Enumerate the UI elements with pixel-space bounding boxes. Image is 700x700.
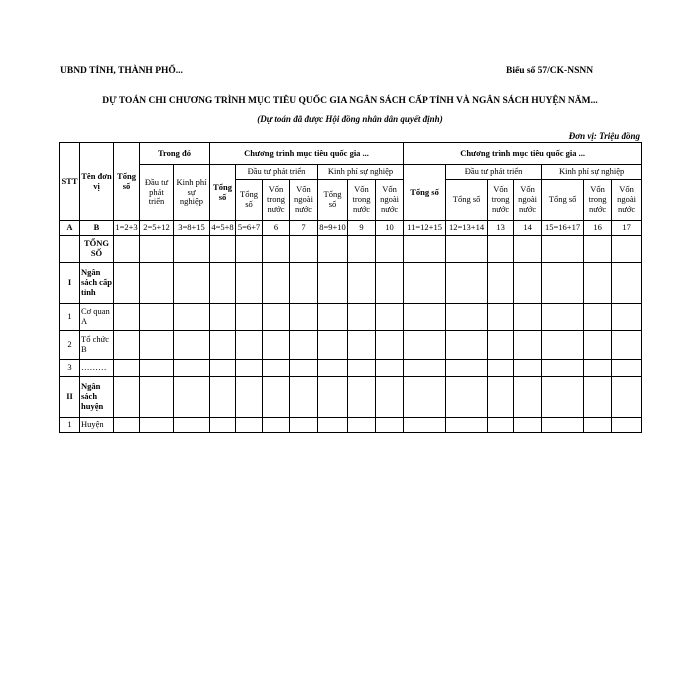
issuer-header: UBND TỈNH, THÀNH PHỐ... xyxy=(60,66,183,76)
header-stt: STT xyxy=(60,143,80,221)
unit-label: Đơn vị: Triệu đồng xyxy=(568,131,640,141)
table-row xyxy=(60,418,642,433)
row-stt: 2 xyxy=(60,331,80,360)
index-cell: 17 xyxy=(612,221,642,236)
header-subtotal: Tổng số xyxy=(446,180,488,221)
header-subtotal: Tổng số xyxy=(318,180,348,221)
index-cell: 9 xyxy=(348,221,376,236)
row-unit-name: Ngân sách cấp tỉnh xyxy=(80,263,114,304)
index-cell: 4=5+8 xyxy=(210,221,236,236)
index-cell: 11=12+15 xyxy=(404,221,446,236)
row-unit-name: TỔNG SỐ xyxy=(80,236,114,263)
header-domestic-capital: Vốn trong nước xyxy=(488,180,514,221)
row-stt: I xyxy=(60,263,80,304)
header-program-2-recurrent: Kinh phí sự nghiệp xyxy=(542,165,642,180)
header-of-which: Trong đó xyxy=(140,143,210,165)
header-foreign-capital: Vốn ngoài nước xyxy=(514,180,542,221)
index-cell: 13 xyxy=(488,221,514,236)
row-stt xyxy=(60,236,80,263)
header-recurrent-expenditure: Kinh phí sự nghiệp xyxy=(174,165,210,221)
header-program-2-total: Tổng số xyxy=(404,165,446,221)
index-cell: 8=9+10 xyxy=(318,221,348,236)
index-cell: 6 xyxy=(263,221,290,236)
row-stt: 1 xyxy=(60,418,80,433)
index-cell: 7 xyxy=(290,221,318,236)
header-development-investment: Đầu tư phát triển xyxy=(140,165,174,221)
header-unit-name: Tên đơn vị xyxy=(80,143,114,221)
document-title: DỰ TOÁN CHI CHƯƠNG TRÌNH MỤC TIÊU QUỐC GIA NGÂN SÁCH CẤP TỈNH VÀ NGÂN SÁCH HUYỆN NĂM... xyxy=(102,96,598,106)
table-row xyxy=(60,360,642,377)
header-program-2-investment: Đầu tư phát triển xyxy=(446,165,542,180)
header-program-1-investment: Đầu tư phát triển xyxy=(236,165,318,180)
index-cell: 12=13+14 xyxy=(446,221,488,236)
row-unit-name: Ngân sách huyện xyxy=(80,377,114,418)
header-domestic-capital: Vốn trong nước xyxy=(584,180,612,221)
header-domestic-capital: Vốn trong nước xyxy=(348,180,376,221)
table-row xyxy=(60,236,642,263)
index-cell: 16 xyxy=(584,221,612,236)
header-subtotal: Tổng số xyxy=(236,180,263,221)
index-cell: 15=16+17 xyxy=(542,221,584,236)
header-program-1-recurrent: Kinh phí sự nghiệp xyxy=(318,165,404,180)
document-subtitle: (Dự toán đã được Hội đồng nhân dân quyết định) xyxy=(257,114,443,124)
index-cell: 14 xyxy=(514,221,542,236)
header-program-1-total: Tổng số xyxy=(210,165,236,221)
header-program-2: Chương trình mục tiêu quốc gia ... xyxy=(404,143,642,165)
header-subtotal: Tổng số xyxy=(542,180,584,221)
header-foreign-capital: Vốn ngoài nước xyxy=(612,180,642,221)
table-row xyxy=(60,377,642,418)
index-cell: 10 xyxy=(376,221,404,236)
header-program-1: Chương trình mục tiêu quốc gia ... xyxy=(210,143,404,165)
header-foreign-capital: Vốn ngoài nước xyxy=(290,180,318,221)
row-unit-name: Huyện xyxy=(80,418,114,433)
header-domestic-capital: Vốn trong nước xyxy=(263,180,290,221)
index-cell: 2=5+12 xyxy=(140,221,174,236)
header-foreign-capital: Vốn ngoài nước xyxy=(376,180,404,221)
row-stt: 1 xyxy=(60,304,80,331)
table-row xyxy=(60,304,642,331)
index-cell: 5=6+7 xyxy=(236,221,263,236)
row-unit-name: Tổ chức B xyxy=(80,331,114,360)
budget-table xyxy=(59,142,642,433)
header-total: Tổng số xyxy=(114,143,140,221)
index-cell: 1=2+3 xyxy=(114,221,140,236)
row-unit-name: ……… xyxy=(80,360,114,377)
table-row xyxy=(60,331,642,360)
row-unit-name: Cơ quan A xyxy=(80,304,114,331)
index-cell: A xyxy=(60,221,80,236)
form-number: Biểu số 57/CK-NSNN xyxy=(506,66,594,76)
column-index-row xyxy=(60,221,642,236)
table-row xyxy=(60,263,642,304)
row-stt: II xyxy=(60,377,80,418)
index-cell: 3=8+15 xyxy=(174,221,210,236)
row-stt: 3 xyxy=(60,360,80,377)
index-cell: B xyxy=(80,221,114,236)
